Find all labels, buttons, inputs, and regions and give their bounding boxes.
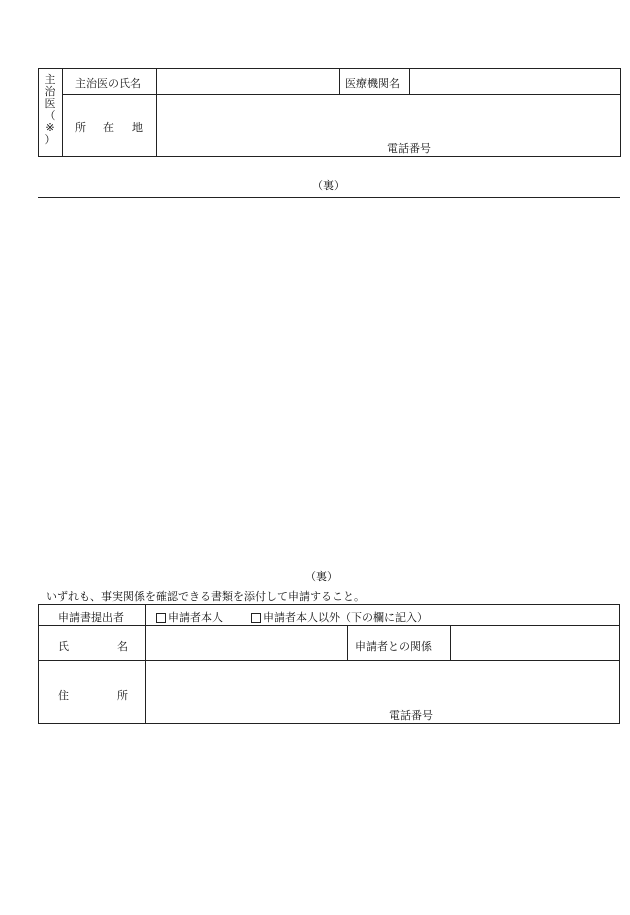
back-page-marker-2: （裏）	[305, 570, 338, 583]
address-label-char: 所	[75, 121, 86, 134]
option-other[interactable]: 申請者本人以外（下の欄に記入）	[251, 611, 428, 624]
address-label-char: 地	[132, 121, 143, 134]
page-divider	[38, 197, 620, 198]
instruction-text: いずれも、事実関係を確認できる書類を添付して申請すること。	[46, 590, 365, 603]
address-label-char: 所	[117, 689, 128, 702]
institution-label: 医療機関名	[345, 77, 400, 90]
name-label-char: 名	[117, 640, 128, 653]
physician-section-label: 主 治 医 （ ※ ）	[44, 73, 56, 146]
back-page-marker: （裏）	[312, 179, 345, 192]
phone-label: 電話番号	[387, 142, 431, 155]
address-label-char: 在	[103, 121, 114, 134]
submitter-address-field[interactable]	[146, 661, 619, 723]
doctor-name-field[interactable]	[157, 69, 338, 93]
doctor-name-label: 主治医の氏名	[75, 77, 141, 90]
address-label-char: 住	[58, 689, 69, 702]
relation-field[interactable]	[451, 626, 619, 659]
checkbox-other[interactable]	[251, 613, 261, 623]
submitter-label: 申請書提出者	[58, 611, 124, 624]
relation-label: 申請者との関係	[355, 640, 432, 653]
name-field[interactable]	[146, 626, 346, 659]
name-label-char: 氏	[58, 640, 69, 653]
institution-field[interactable]	[410, 69, 620, 93]
checkbox-self[interactable]	[156, 613, 166, 623]
option-self[interactable]: 申請者本人	[156, 611, 223, 624]
submitter-phone-label: 電話番号	[389, 709, 433, 722]
